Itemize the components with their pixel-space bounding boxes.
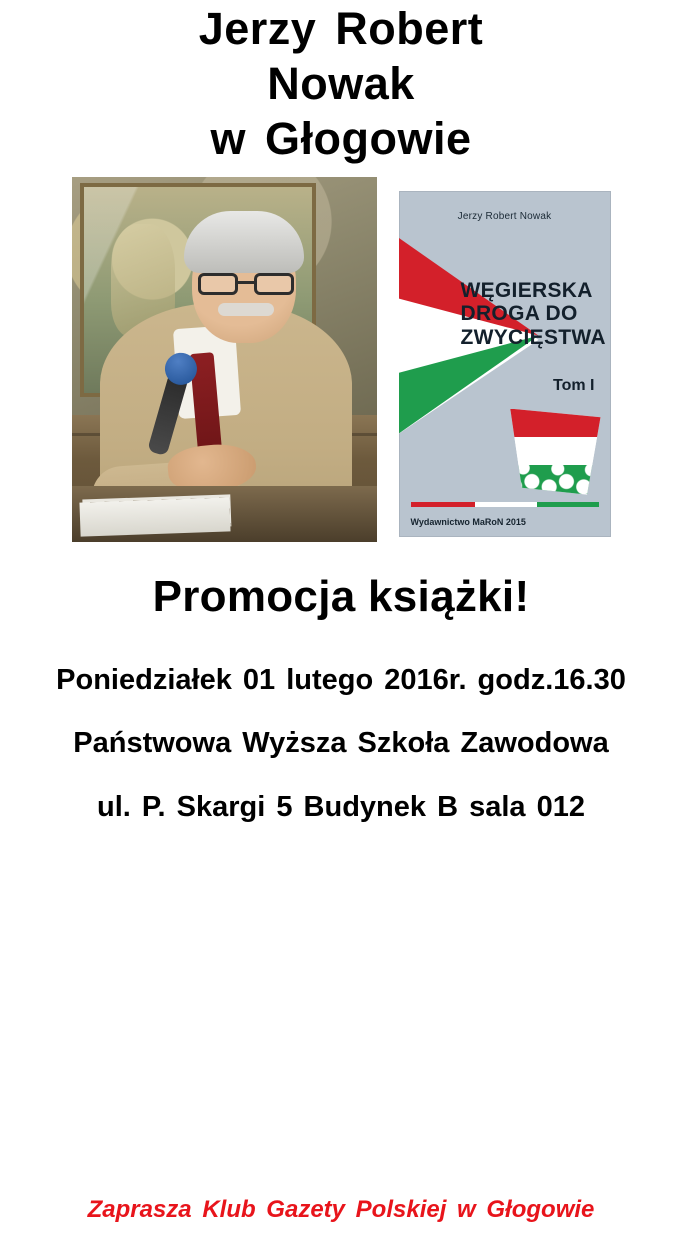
page-title xyxy=(0,0,682,167)
photo-glasses-lens-left xyxy=(198,273,238,295)
promo-heading: Promocja książki! xyxy=(152,571,530,621)
book-volume: Tom I xyxy=(553,376,595,394)
media-row xyxy=(0,177,682,542)
book-title xyxy=(460,278,606,350)
book-title-line-1: WĘGIERSKA xyxy=(460,278,593,302)
photo-glasses xyxy=(198,273,294,295)
event-venue: Państwowa Wyższa Szkoła Zawodowa xyxy=(73,727,609,760)
book-title-line-2: DROGA DO xyxy=(460,302,578,326)
photo-hair xyxy=(184,211,304,273)
book-tricolor-rule xyxy=(411,502,599,507)
book-title-line-3: ZWYCIĘSTWA xyxy=(460,325,606,349)
flag-crowd-figures xyxy=(505,450,601,495)
book-cover xyxy=(399,191,611,537)
photo-papers xyxy=(79,497,230,536)
speaker-photo xyxy=(72,177,377,542)
photo-glasses-bridge xyxy=(238,281,254,284)
photo-moustache xyxy=(218,303,274,316)
organizer-footer: Zaprasza Klub Gazety Polskiej w Głogowie xyxy=(87,1195,595,1223)
event-details xyxy=(0,662,682,827)
hungarian-flag-icon xyxy=(505,409,601,495)
event-datetime: Poniedziałek 01 lutego 2016r. godz.16.30 xyxy=(56,663,626,696)
title-line-2: Nowak xyxy=(267,57,415,109)
book-publisher: Wydawnictwo MaRoN 2015 xyxy=(410,516,526,527)
title-line-1: Jerzy Robert xyxy=(198,3,484,54)
flag-stripe-red xyxy=(505,409,601,438)
event-address: ul. P. Skargi 5 Budynek B sala 012 xyxy=(97,791,585,824)
book-author: Jerzy Robert Nowak xyxy=(457,210,552,222)
photo-glasses-lens-right xyxy=(254,273,294,295)
title-line-3: w Głogowie xyxy=(210,112,472,164)
